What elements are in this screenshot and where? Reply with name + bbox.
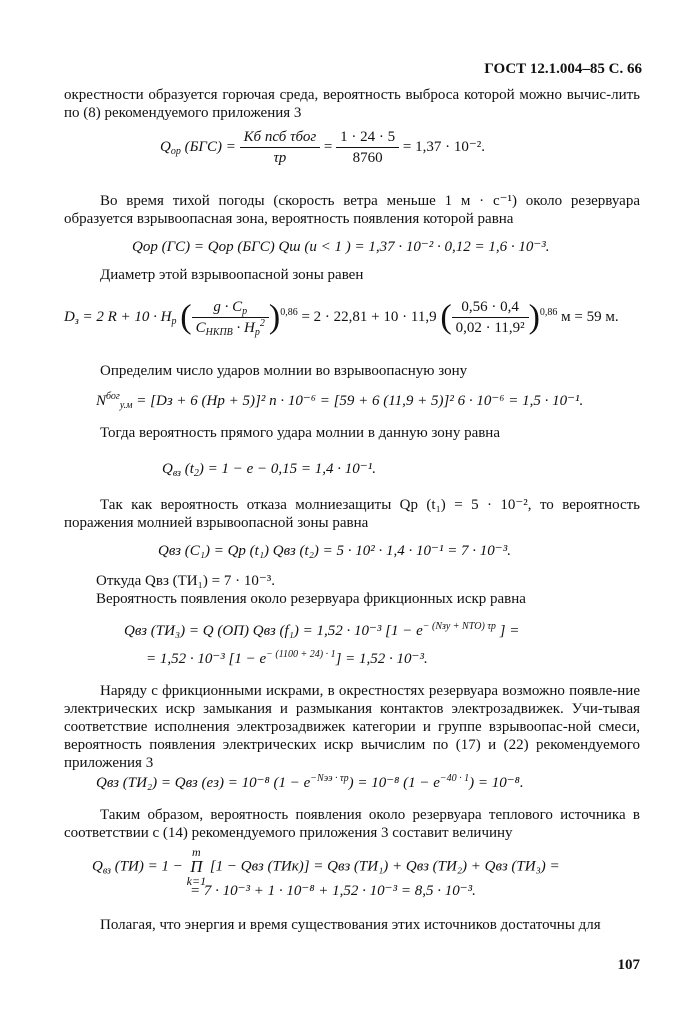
formula-diameter: $D_з = 2$ $R + 10 \cdot H_р$ ( $\frac{g \cdot C_р}{C_{НКПВ} \cdot H_р^2}$ )$^{0,86}$ = 2 · 22,81 + 10 · 11,9 ( $\frac{0,56 \cdot 0,4}{\text{0,02 · 11,9²}}$ )$^{0,86}$ м = 59 м. [64, 298, 619, 338]
exponent: 0,86 [280, 306, 298, 318]
formula-q-ti-result: = 7 · 10⁻³ + 1 · 10⁻⁸ + 1,52 · 10⁻³ = 8,5 · 10⁻³. [190, 883, 476, 899]
formula-q-ti: $Q_{вз}$ (ТИ) = 1 − m Π k=1 [1 − Qвз (ТИк)] = Qвз (ТИ₁) + Qвз (ТИ₂) + Qвз (ТИ₃) = [92, 845, 560, 888]
formula-result: = 1,37 · 10⁻². [402, 138, 486, 155]
formula-q-ti3: Qвз (ТИ₃) = Q (ОП) Qвз (f₁) = 1,52 · 10⁻³ [$1 - e^{- (Nзу + NТО) \tau р}$ ] = [124, 621, 520, 639]
paragraph-4: Определим число ударов молнии во взрывоопасную зону [100, 363, 468, 379]
paragraph-7: Наряду с фрикционными искрами, в окрестностях резервуара возможно появле-ние электрических искр замыкания и размыкания контактов электрозадвижек. Учи-тывая соответствие исполнения электрозадвижек категории и группе взрывоопас-ной смеси, вероятность появления электрических искр вычислим по (17) и (22) рекомендуемого приложения 3 [64, 683, 640, 771]
formula-q-t2: $Q_{вз}$ $(t_2) = 1 - e - 0,15 = 1,4 \cdot 10^{-1}$. [162, 461, 376, 479]
paragraph-9: Полагая, что энергия и время существования этих источников достаточны для [100, 917, 601, 933]
formula-q-ti2: Qвз (ТИ₂) = Qвз (eз) = 10⁻⁸ $(1 - e^{-Nээ \cdot \tau р}) = 10^{-8}$ $(1 - e^{-40 \cdot 1}) = 10^{-8}$. [96, 773, 524, 791]
page-number: 107 [617, 957, 640, 973]
product-operator: m Π k=1 [186, 845, 207, 888]
fraction-numeric: $\frac{1 \cdot 24 \cdot 5}{8760}$ [336, 128, 399, 167]
paragraph-2: Во время тихой погоды (скорость ветра меньше 1 м · с⁻¹) около резервуара образуется взрывоопасная зона, вероятность появления которой равна [64, 193, 640, 227]
paragraph-6: Так как вероятность отказа молниезащиты Qp (t₁) = 5 · 10⁻², то вероятность поражения молнией взрывоопасной зоны равна [64, 497, 640, 531]
formula-q-gs: Qор (ГС) = Qор (БГС) Qш (u < 1 ) = 1,37 · 10⁻² · 0,12 = 1,6 · 10⁻³. [132, 239, 550, 255]
line-friction: Вероятность появления около резервуара фрикционных искр равна [96, 591, 526, 607]
exponent: 0,86 [539, 306, 558, 318]
paragraph-1: окрестности образуется горючая среда, вероятность выброса которой можно вычис-лить по (8) рекомендуемого приложения 3 [64, 87, 640, 121]
fraction-numeric: $\frac{0,56 \cdot 0,4}{\text{0,02 · 11,9²}}$ [452, 298, 529, 337]
fraction-symbolic: $\frac{\text{Кб nсб τбог}}{\tau р}$ [240, 128, 321, 167]
formula-lightning-count: $N^{бог}_{у.м} = [Dз + 6$ (Hр + 5)]² n · 10⁻⁶ = [59 + 6 (11,9 + 5)]² 6 · 10⁻⁶ = 1,5 · 10⁻¹. [96, 391, 584, 411]
paragraph-5: Тогда вероятность прямого удара молнии в данную зону равна [100, 425, 500, 441]
paragraph-8: Таким образом, вероятность появления около резервуара теплового источника в соответствии с (14) рекомендуемого приложения 3 составит величину [64, 807, 640, 841]
formula-middle: = 2 · 22,81 + 10 · 11,9 [301, 308, 437, 325]
formula-q-ti3-result: = 1,52 · 10⁻³ $[1 - e^{- (1100 + 24) \cdot 1}] = 1,52 \cdot 10^{-3}$. [146, 649, 428, 667]
formula-result: м = 59 м. [561, 308, 619, 325]
formula-q-bgs: $Q_{ор}$ (БГС) = $\frac{\text{Кб nсб τбог}}{\tau р}$ = $\frac{1 \cdot 24 \cdot 5}{8760}$ = 1,37 · 10⁻². [160, 129, 486, 166]
line-otkuda: Откуда Qвз (ТИ₁) = 7 · 10⁻³. [96, 573, 275, 589]
page-header: ГОСТ 12.1.004–85 С. 66 [484, 61, 642, 77]
formula-q-c1: Qвз (C₁) = Qр (t₁) Qвз (t₂) = 5 · 10² · 1,4 · 10⁻¹ = 7 · 10⁻³. [158, 543, 511, 559]
paragraph-3: Диаметр этой взрывоопасной зоны равен [100, 267, 364, 283]
formula-lhs: $Q_{ор}$ (БГС) = [160, 138, 236, 157]
fraction-g-cp: $\frac{g \cdot C_р}{C_{НКПВ} \cdot H_р^2}$ [192, 298, 269, 337]
